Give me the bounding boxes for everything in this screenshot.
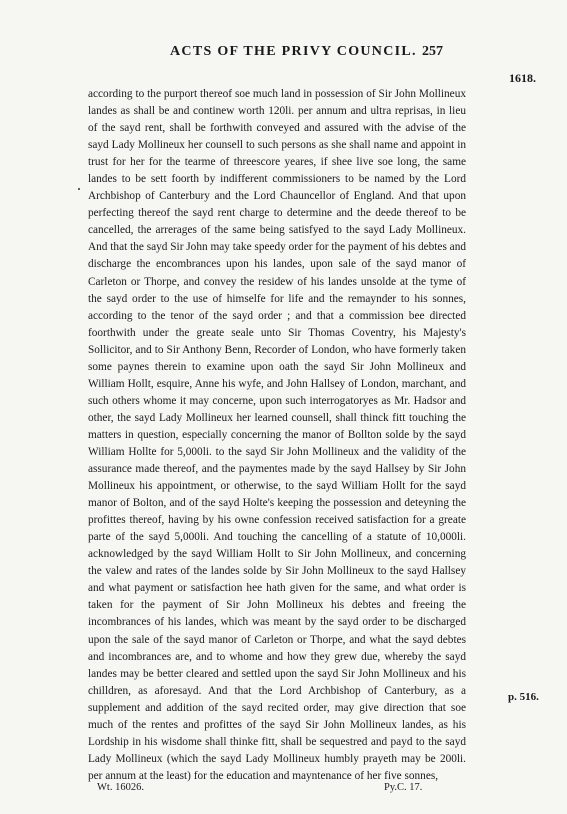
body-text: according to the purport thereof soe much land in possession of Sir John Mollineux landes as shall be and continew worth 120li. per annum and ultra reprisas, in lieu of the sayd rent, shall be forthwith conveyed and assured with the advise of the sayd Lady Mollineux her counsell to such persons as she shall name and appoint in trust for her for the tearme of threescore yeares, if shee live soe long, the same landes to be sett foorth by indifferent commissioners to be named by the Lord Archbishop of Canterbury and the Lord Chauncellor of England. And that upon perfecting thereof the sayd rent charge to determine and the deede thereof to be cancelled, the arrerages of the same being satisfyed to the sayd Lady Mollineux. And that the sayd Sir John may take speedy order for the payment of his debtes and discharge the encombrances upon his landes, upon sale of the sayd manor of Carleton or Thorpe, and convey the residew of his landes unsolde at the tyme of the sayd order to the use of himselfe for life and the remaynder to his sonnes, according to the tenor of the sayd order ; and that a commission bee directed foorthwith under the greate seale unto Sir Thomas Coventry, his Majesty's Sollicitor, and to Sir Anthony Benn, Recorder of London, who have formerly taken some paynes therein to examine upon oath the sayd Sir John Mollineux and William Hollt, esquire, Anne his wyfe, and John Hallsey of London, marchant, and such others whome it may concerne, upon such interrogatoryes as Mr. Hadsor and other, the sayd Lady Mollineux her learned counsell, shall thinck fitt touching the matters in question, especially concerning the manor of Bollton solde by the sayd William Hollte for 5,000li. to the sayd Sir John Mollineux and the validity of the assurance made thereof, and the paymentes made by the sayd Hallsey by Sir John Mollineux his appointment, or otherwise, to the sayd William Hollt for the sayd manor of Bolton, and of the sayd Holte's keeping the possession and deteyning the profittes thereof, having by his owne confession received satisfaction for a greate parte of the sayd 5,000li. And touching the cancelling of a statute of 10,000li. acknowledged by the sayd William Hollt to Sir John Mollineux, and concerning the valew and rates of the landes solde by Sir John Mollineux to the sayd Hallsey and what payment or satisfaction hee hath given for the same, and what order is taken for the payment of Sir John Mollineux his debtes and freeing the incombrances of his landes, which was meant by the sayd order to be discharged upon the sale of the sayd manor of Carleton or Thorpe, and what the sayd debtes and incombrances are, and to whome and how they grew due, whereby the sayd landes may be better cleared and settled upon the sayd Sir John Mollineux and his chilldren, as aforesayd. And that the Lord Archbishop of Canterbury, as a supplement and addition of the sayd recited order, may give direction that soe much of the rentes and profittes of the sayd Sir John Mollineux landes, as his Lordship in his wisdome shall thinke fitt, shall be sequestred and payd to the sayd Lady Mollineux (which the sayd Lady Mollineux humbly prayeth may be 200li. per annum at the least) for the education and mayntenance of her five sonnes, — [88, 88, 466, 782]
margin-year: 1618. — [509, 71, 536, 85]
margin-page-ref: p. 516. — [508, 691, 539, 703]
page-number: 257 — [422, 44, 443, 59]
stray-mark — [78, 188, 80, 190]
page-header — [0, 44, 567, 64]
footer-printer-mark: Wt. 16026. — [97, 782, 144, 793]
footer-signature: Py.C. 17. — [384, 782, 423, 793]
running-title: ACTS OF THE PRIVY COUNCIL. — [170, 44, 417, 59]
